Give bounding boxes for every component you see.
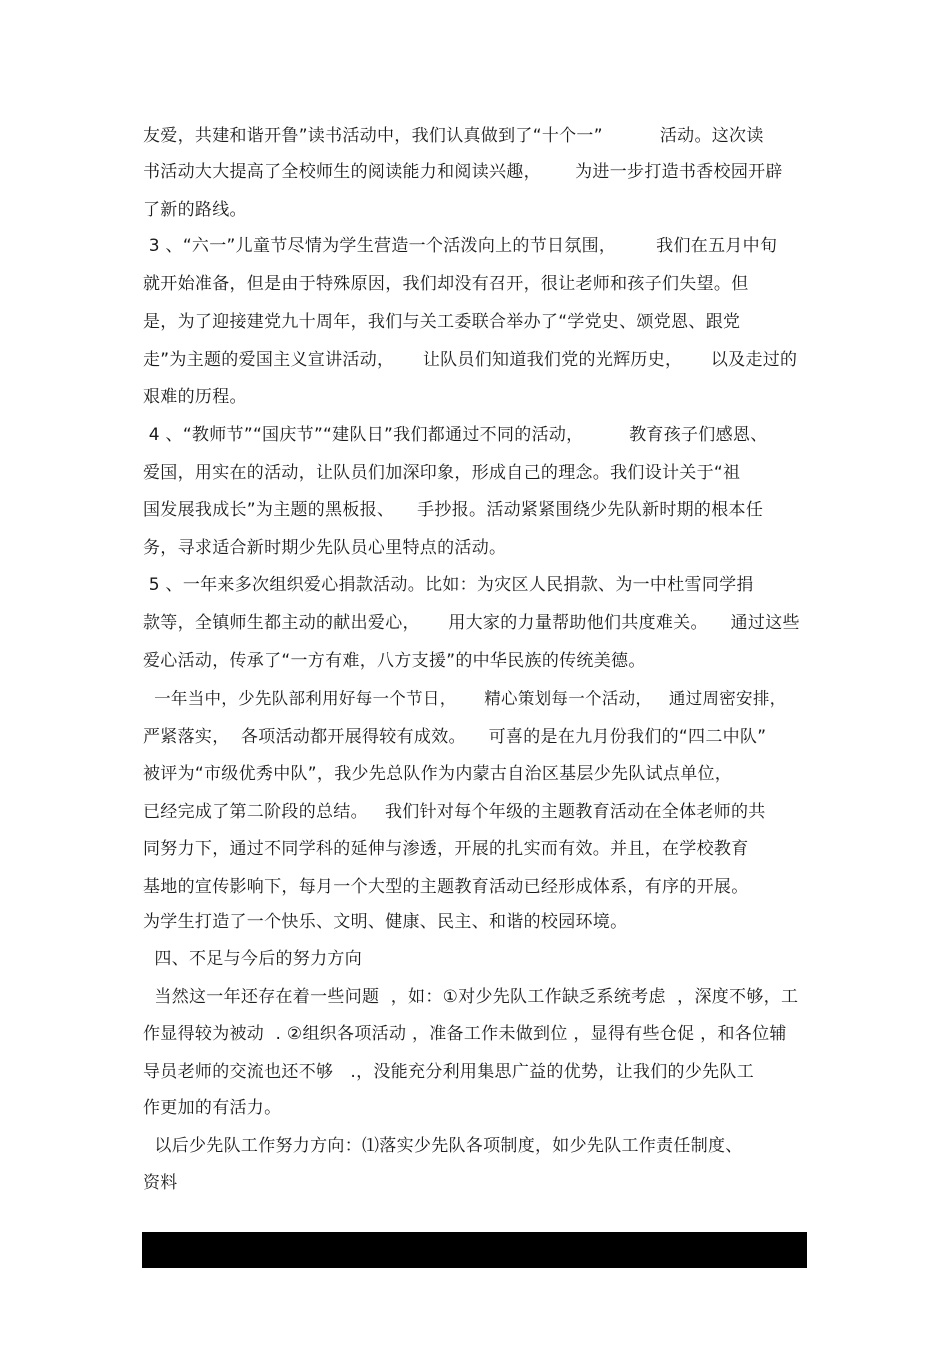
- text-line: 作显得较为被动 . ②组织各项活动 ，准备工作未做到位 ，显得有些仓促 ，和各位辅: [143, 1024, 787, 1044]
- text-line: 国发展我成长”为主题的黑板报、 手抄报。活动紧紧围绕少先队新时期的根本任: [143, 500, 764, 520]
- text-line: 被评为“市级优秀中队”，我少先总队作为内蒙古自治区基层少先队试点单位，: [143, 764, 733, 784]
- text-line: 走”为主题的爱国主义宣讲活动， 让队员们知道我们党的光辉历史， 以及走过的: [143, 350, 798, 370]
- text-line: 同努力下，通过不同学科的延伸与渗透，开展的扎实而有效。并且，在学校教育: [143, 839, 749, 859]
- text-line: 已经完成了第二阶段的总结。 我们针对每个年级的主题教育活动在全体老师的共: [143, 802, 766, 822]
- footer-black-bar: [142, 1232, 807, 1268]
- text-line: 是，为了迎接建党九十周年，我们与关工委联合举办了“学党史、颂党恩、跟党: [143, 312, 741, 332]
- text-line: 当然这一年还存在着一些问题 ，如：①对少先队工作缺乏系统考虑 ，深度不够，工: [143, 987, 799, 1007]
- text-line: 爱心活动，传承了“一方有难，八方支援”的中华民族的传统美德。: [143, 651, 646, 671]
- text-line: 导员老师的交流也还不够 .，没能充分利用集思广益的优势，让我们的少先队工: [143, 1062, 755, 1082]
- text-line: 基地的宣传影响下，每月一个大型的主题教育活动已经形成体系，有序的开展。: [143, 877, 749, 897]
- text-line: 艰难的历程。: [143, 387, 247, 407]
- text-line: 友爱，共建和谐开鲁”读书活动中，我们认真做到了“十个一” 活动。这次读: [143, 126, 764, 146]
- text-line: 书活动大大提高了全校师生的阅读能力和阅读兴趣， 为进一步打造书香校园开辟: [143, 162, 783, 182]
- text-line: 5 、一年来多次组织爱心捐款活动。比如：为灾区人民捐款、为一中杜雪同学捐: [143, 575, 754, 595]
- text-line: 4 、“教师节”“国庆节”“建队日”我们都通过不同的活动， 教育孩子们感恩、: [143, 425, 768, 445]
- text-line: 就开始准备，但是由于特殊原因，我们却没有召开，很让老师和孩子们失望。但: [143, 274, 749, 294]
- text-line: 作更加的有活力。: [143, 1098, 282, 1118]
- text-line: 了新的路线。: [143, 200, 247, 220]
- text-line: 一年当中，少先队部利用好每一个节日， 精心策划每一个活动， 通过周密安排，: [143, 689, 787, 708]
- text-line: 为学生打造了一个快乐、文明、健康、民主、和谐的校园环境。: [143, 912, 628, 932]
- text-line: 严紧落实， 各项活动都开展得较有成效。 可喜的是在九月份我们的“四二中队”: [143, 727, 767, 747]
- text-line: 3 、“六一”儿童节尽情为学生营造一个活泼向上的节日氛围， 我们在五月中旬: [143, 236, 778, 256]
- text-line: 务，寻求适合新时期少先队员心里特点的活动。: [143, 538, 507, 558]
- text-line: 款等，全镇师生都主动的献出爱心， 用大家的力量帮助他们共度难关。 通过这些: [143, 613, 800, 633]
- text-line: 四、不足与今后的努力方向: [143, 949, 363, 969]
- text-line: 资料: [143, 1173, 178, 1193]
- text-line: 爱国，用实在的活动，让队员们加深印象，形成自己的理念。我们设计关于“祖: [143, 463, 741, 483]
- text-line: 以后少先队工作努力方向：⑴落实少先队各项制度，如少先队工作责任制度、: [143, 1136, 743, 1156]
